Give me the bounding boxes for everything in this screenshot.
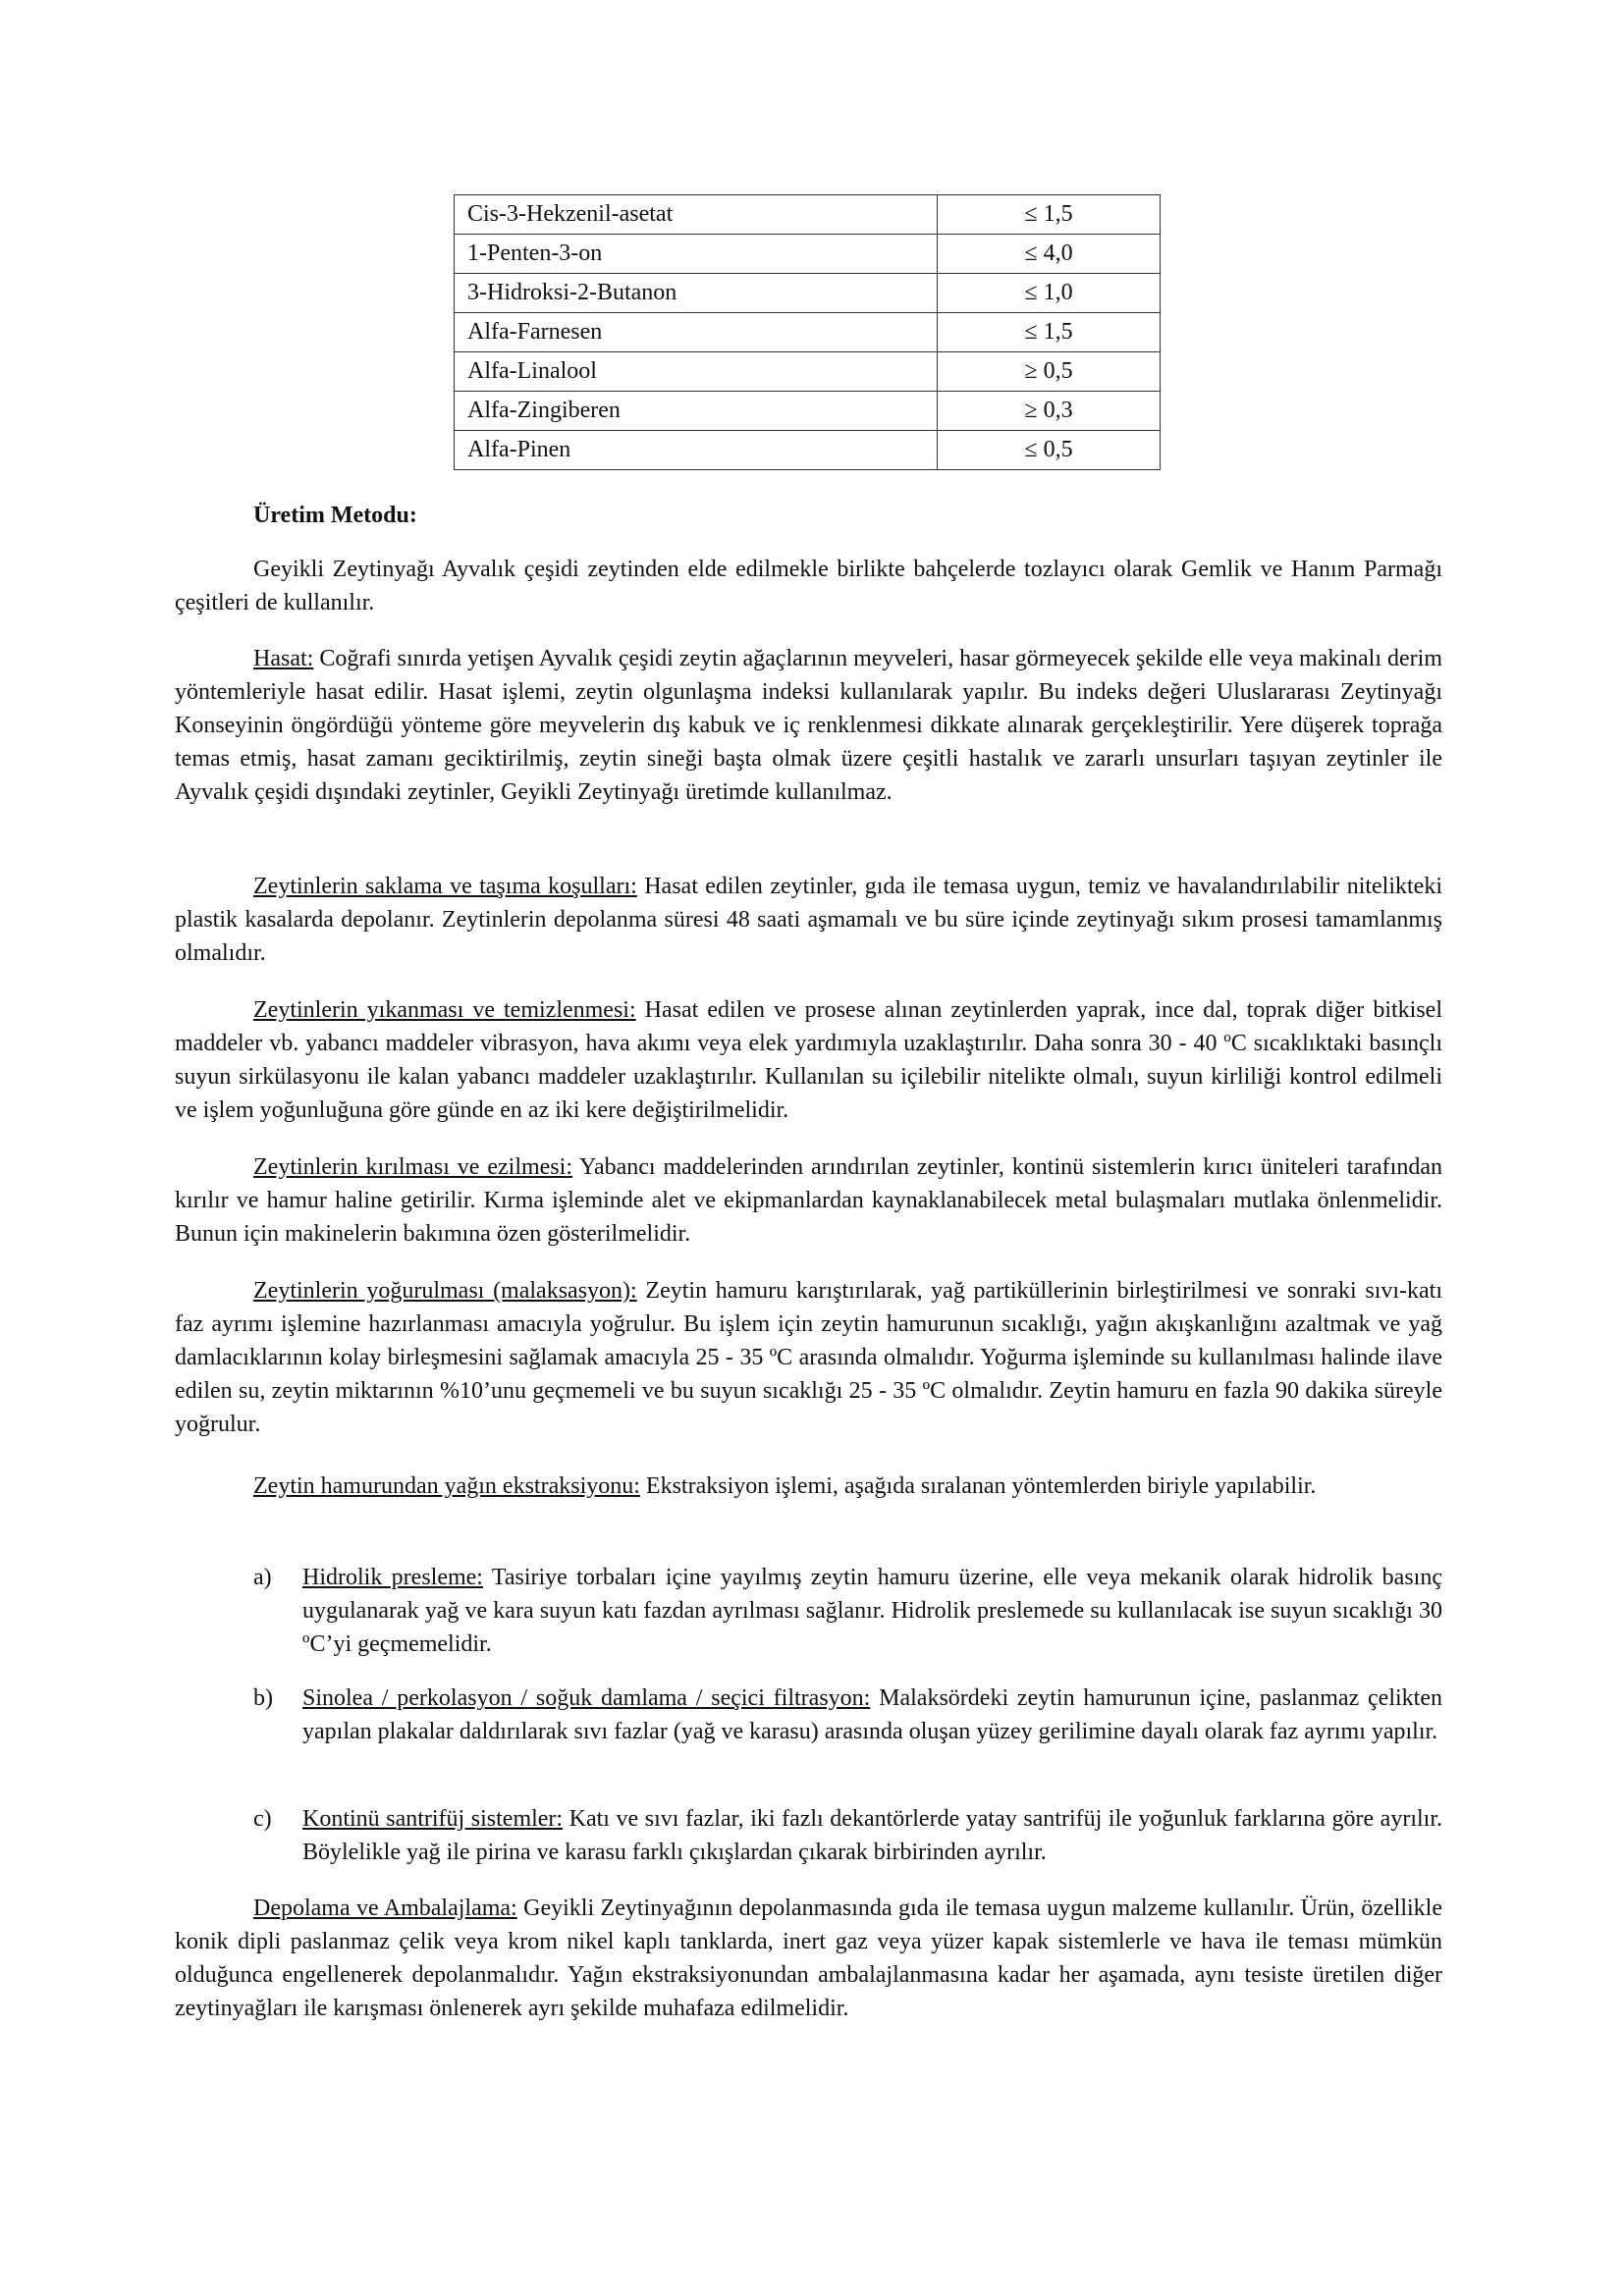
method-item-a (253, 1561, 1442, 1661)
paragraph-packaging (175, 1892, 1442, 2025)
paragraph-crushing (175, 1150, 1442, 1251)
paragraph-title: Zeytinlerin kırılması ve ezilmesi: (253, 1154, 572, 1180)
intro-text: Geyikli Zeytinyağı Ayvalık çeşidi zeytinden elde edilmekle birlikte bahçelerde tozlayıcı olarak Gemlik ve Hanım Parmağı çeşitleri de kullanılır. (175, 557, 1442, 615)
compound-name: Alfa-Linalool (455, 352, 938, 392)
table-row (455, 235, 1161, 274)
compound-name: Alfa-Pinen (455, 431, 938, 470)
table-row (455, 392, 1161, 431)
paragraph-title: Zeytinlerin yıkanması ve temizlenmesi: (253, 997, 636, 1023)
method-title: Sinolea / perkolasyon / soğuk damlama / seçici filtrasyon: (302, 1685, 871, 1711)
method-body: Tasiriye torbaları içine yayılmış zeytin hamuru üzerine, elle veya mekanik olarak hidrolik basınç uygulanarak yağ ve kara suyun katı fazdan ayrılması sağlanır. Hidrolik preslemede su kullanılacak ise suyun sıcaklığı 30 ºC’yi geçmemelidir. (302, 1565, 1442, 1657)
paragraph-harvest (175, 642, 1442, 809)
composition-table (454, 194, 1161, 470)
section-heading: Üretim Metodu: (253, 503, 417, 528)
compound-name: Alfa-Zingiberen (455, 392, 938, 431)
paragraph-body: Zeytin hamuru karıştırılarak, yağ partiküllerinin birleştirilmesi ve sonraki sıvı-katı faz ayrımı işlemine hazırlanması amacıyla yoğrulur. Bu işlem için zeytin hamurunun sıcaklığı, yağın akışkanlığını azaltmak ve yağ damlacıklarının kolay birleşmesini sağlamak amacıyla 25 - 35 ºC arasında olmalıdır. Yoğurma işleminde su kullanılması halinde ilave edilen su, zeytin miktarının %10’unu geçmemeli ve bu suyun sıcaklığı 25 - 35 ºC olmalıdır. Zeytin hamuru en fazla 90 dakika süreyle yoğrulur. (175, 1278, 1443, 1437)
compound-limit: ≥ 0,3 (938, 392, 1161, 431)
list-marker: a) (253, 1565, 272, 1590)
paragraph-body: Hasat edilen ve prosese alınan zeytinlerden yaprak, ince dal, toprak diğer bitkisel maddeler vb. yabancı maddeler vibrasyon, hava akımı veya elek yardımıyla uzaklaştırılır. Daha sonra 30 - 40 ºC sıcaklıktaki basınçlı suyun sirkülasyonu ile kalan yabancı maddeler uzaklaştırılır. Kullanılan su içilebilir nitelikte olmalı, suyun kirliliği kontrol edilmeli ve işlem yoğunluğuna göre günde en az iki kere değiştirilmelidir. (175, 997, 1442, 1123)
compound-name: Cis-3-Hekzenil-asetat (455, 195, 938, 235)
table-row (455, 274, 1161, 313)
intro-paragraph (175, 553, 1442, 619)
paragraph-body: Yabancı maddelerinden arındırılan zeytinler, kontinü sistemlerin kırıcı üniteleri tarafından kırılır ve hamur haline getirilir. Kırma işleminde alet ve ekipmanlardan kaynaklanabilecek metal bulaşmaları mutlaka önlenmelidir. Bunun için makinelerin bakımına özen gösterilmelidir. (175, 1154, 1442, 1247)
method-title: Kontinü santrifüj sistemler: (302, 1806, 564, 1832)
compound-limit: ≥ 0,5 (938, 352, 1161, 392)
paragraph-title: Zeytinlerin yoğurulması (malaksasyon): (253, 1278, 637, 1304)
paragraph-extraction (175, 1469, 1442, 1503)
paragraph-washing (175, 993, 1442, 1127)
compound-limit: ≤ 1,5 (938, 195, 1161, 235)
compound-limit: ≤ 0,5 (938, 431, 1161, 470)
compound-limit: ≤ 4,0 (938, 235, 1161, 274)
paragraph-body: Geyikli Zeytinyağının depolanmasında gıda ile temasa uygun malzeme kullanılır. Ürün, özellikle konik dipli paslanmaz çelik veya krom nikel kaplı tanklarda, inert gaz veya yüzer kapak sistemlerle ve hava ile teması mümkün olduğunca engellenerek depolanmalıdır. Yağın ekstraksiyonundan ambalajlanmasına kadar her aşamada, aynı tesiste üretilen diğer zeytinyağları ile karışması önlenerek ayrı şekilde muhafaza edilmelidir. (175, 1896, 1443, 2021)
paragraph-body: Hasat edilen zeytinler, gıda ile temasa uygun, temiz ve havalandırılabilir nitelikteki plastik kasalarda depolanır. Zeytinlerin depolanma süresi 48 saati aşmamalı ve bu süre içinde zeytinyağı sıkım prosesi tamamlanmış olmalıdır. (175, 874, 1443, 966)
paragraph-title: Hasat: (253, 646, 314, 671)
paragraph-title: Zeytinlerin saklama ve taşıma koşulları: (253, 874, 637, 899)
method-title: Hidrolik presleme: (302, 1565, 483, 1590)
paragraph-malaxation (175, 1274, 1442, 1441)
list-marker: b) (253, 1685, 273, 1711)
compound-limit: ≤ 1,5 (938, 313, 1161, 352)
table-row (455, 313, 1161, 352)
method-item-c (253, 1802, 1442, 1869)
table-row (455, 431, 1161, 470)
paragraph-title: Zeytin hamurundan yağın ekstraksiyonu: (253, 1473, 640, 1499)
paragraph-storage-transport (175, 870, 1442, 970)
compound-name: Alfa-Farnesen (455, 313, 938, 352)
list-marker: c) (253, 1806, 272, 1832)
table-row (455, 352, 1161, 392)
method-body: Katı ve sıvı fazlar, iki fazlı dekantörlerde yatay santrifüj ile yoğunluk farklarına göre ayrılır. Böylelikle yağ ile pirina ve karasu farklı çıkışlardan çıkarak birbirinden ayrılır. (302, 1806, 1442, 1865)
paragraph-body: Coğrafi sınırda yetişen Ayvalık çeşidi zeytin ağaçlarının meyveleri, hasar görmeyecek şekilde elle veya makinalı derim yöntemleriyle hasat edilir. Hasat işlemi, zeytin olgunlaşma indeksi kullanılarak yapılır. Bu indeks değeri Uluslararası Zeytinyağı Konseyinin öngördüğü yönteme göre meyvelerin dış kabuk ve iç renklenmesi dikkate alınarak gerçekleştirilir. Yere düşerek toprağa temas etmiş, hasat zamanı geciktirilmiş, zeytin sineği başta olmak üzere çeşitli hastalık ve zararlı unsurları taşıyan zeytinler ile Ayvalık çeşidi dışındaki zeytinler, Geyikli Zeytinyağı üretimde kullanılmaz. (175, 646, 1442, 805)
compound-name: 3-Hidroksi-2-Butanon (455, 274, 938, 313)
method-body: Malaksördeki zeytin hamurunun içine, paslanmaz çelikten yapılan plakalar daldırılarak sıvı fazlar (yağ ve karasu) arasında oluşan yüzey gerilimine dayalı olarak faz ayrımı yapılır. (302, 1685, 1442, 1744)
paragraph-body: Ekstraksiyon işlemi, aşağıda sıralanan yöntemlerden biriyle yapılabilir. (639, 1473, 1317, 1499)
table-row (455, 195, 1161, 235)
method-item-b (253, 1682, 1442, 1748)
compound-limit: ≤ 1,0 (938, 274, 1161, 313)
paragraph-title: Depolama ve Ambalajlama: (253, 1896, 517, 1921)
compound-name: 1-Penten-3-on (455, 235, 938, 274)
